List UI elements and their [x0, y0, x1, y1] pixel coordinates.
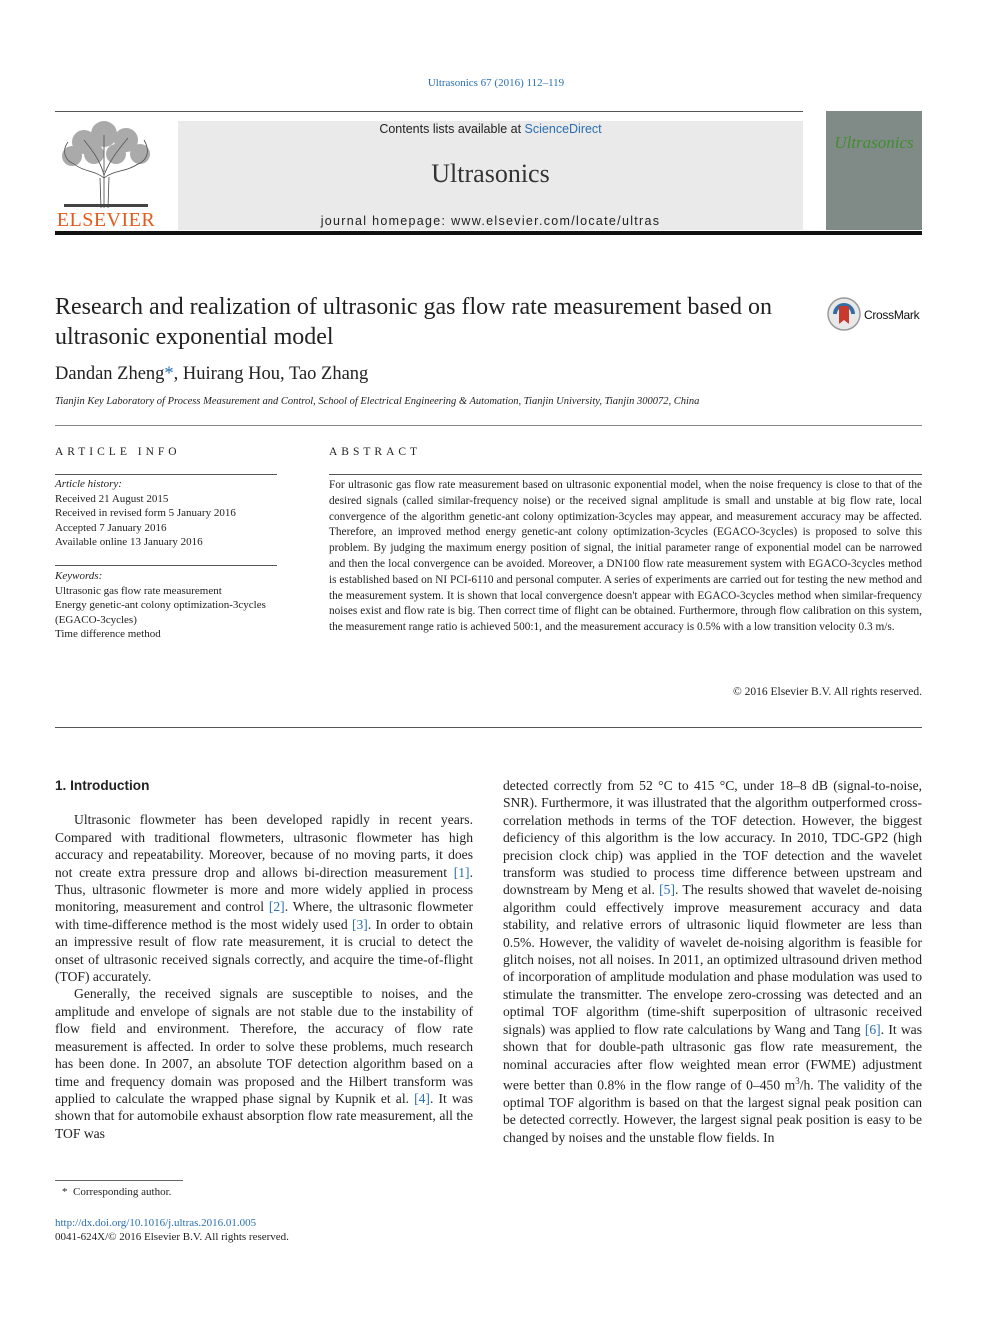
text-run: detected correctly from 52 °C to 415 °C, under 18–8 dB (signal-to-noise, SNR). Furthermore, it was illustrated that the algorithm outperformed cross-correlation methods in terms of the TOF detection. However, the biggest deficiency of this algorithm is the low accuracy. In 2010, TDC-GP2 (high precision clock chip) was applied in the TOF detection and the wavelet transform was studied to process time difference between upstream and downstream by Meng et al. [503, 778, 922, 898]
author-names: , Huirang Hou, Tao Zhang [173, 364, 369, 384]
keyword: Time difference method [55, 628, 161, 641]
history-item: Received in revised form 5 January 2016 [55, 507, 236, 520]
homepage-link[interactable]: www.elsevier.com/locate/ultras [451, 214, 661, 228]
elsevier-wordmark: ELSEVIER [56, 209, 156, 231]
cover-title: Ultrasonics [834, 133, 914, 152]
citation-link[interactable]: [3] [351, 916, 368, 932]
journal-reference[interactable]: Ultrasonics 67 (2016) 112–119 [427, 77, 565, 89]
divider [55, 565, 277, 566]
citation-link[interactable]: [4] [414, 1090, 430, 1106]
text-run: . It was shown that for double-path ultrasonic gas flow rate measurement, the nominal accuracies after flow weighted mean error (FWME) adjustment were better than 0.8% in the flow range of 0–450 m [503, 1021, 923, 1093]
article-title: Research and realization of ultrasonic gas flow rate measurement based on ultrasonic exponential model [55, 294, 773, 350]
text-run: Ultrasonic flowmeter has been developed rapidly in recent years. Compared with traditional flowmeters, ultrasonic flowmeter has high accuracy and repeatability. Moreover, because of no moving parts, it does not create extra pressure drop and allows bi-direction measurement [55, 812, 473, 880]
contents-line [178, 122, 803, 136]
crossmark-label: CrossMark [864, 308, 920, 322]
keyword: Ultrasonic gas flow rate measurement [55, 584, 222, 597]
history-item: Available online 13 January 2016 [55, 536, 203, 549]
superscript: 3 [795, 1075, 800, 1086]
abstract-copyright: © 2016 Elsevier B.V. All rights reserved. [733, 686, 922, 698]
footnote-rule [55, 1180, 183, 1181]
journal-banner [178, 121, 803, 230]
text-run: . Where, the ultrasonic flowmeter with time-difference method is the most widely used [55, 899, 473, 932]
citation-link[interactable]: [5] [659, 882, 675, 898]
divider [55, 474, 277, 475]
journal-homepage [178, 214, 803, 228]
body-column-right [503, 777, 922, 1146]
text-run: . The results showed that wavelet de-noising algorithm could effectively improve measurement accuracy and data stability, and relative errors of ultrasonic liquid flowmeter are less than 0.5%. However, the validity of wavelet de-noising algorithm is feasible for glitch noises, not all noises. In 2011, an optimized ultrasound driven method of incorporation of amplitude modulation and phase modulation was used to stimulate the transmitter. The envelope zero-crossing was detected and an optimal TOF algorithm (time-shift superposition of ultrasonic received signals) was applied to flow rate calculations by Wang and Tang [503, 882, 922, 1037]
text-run: Generally, the received signals are susceptible to noises, and the amplitude and envelope of signals are not stable due to the instability of flow field and environment. Therefore, the accuracy of flow rate measurement is affected. In order to solve these problems, much research has been done. In 2007, an absolute TOF detection algorithm based on a time and frequency domain was proposed and the Hilbert transform was applied to calculate the wrapped phase signal by Kupnik et al. [55, 986, 473, 1106]
footnote [62, 1186, 171, 1198]
author-list [55, 364, 368, 385]
citation-link[interactable]: [6] [864, 1021, 881, 1037]
header-rule [55, 231, 922, 235]
text-run: . In order to obtain an impressive result of flow rate measurement, it is crucial to detect the onset of ultrasonic received signals correctly, and acquire the time-of-flight (TOF) accurately. [55, 916, 473, 985]
article-info-heading: ARTICLE INFO [55, 446, 181, 458]
elsevier-logo [54, 120, 158, 232]
crossmark-icon [826, 296, 862, 332]
history-label: Article history: [55, 478, 122, 490]
sciencedirect-link[interactable]: ScienceDirect [524, 122, 602, 136]
keywords-label: Keywords: [55, 570, 103, 582]
text-run: /h. The validity of the optimal TOF algorithm is based on that the largest signal peak position can be detected correctly. However, the largest signal peak position is easy to be changed by noises and the unstable flow fields. In [503, 1077, 922, 1145]
journal-name: Ultrasonics [431, 159, 550, 188]
keywords [55, 569, 277, 642]
history-item: Received 21 August 2015 [55, 492, 169, 505]
citation-link[interactable]: [2] [268, 899, 285, 915]
contents-prefix: Contents lists available at [379, 122, 525, 136]
footnote-text: Corresponding author. [73, 1186, 172, 1198]
corresponding-author-mark[interactable]: * [164, 364, 174, 384]
text-run: . It was shown that for automobile exhaust absorption flow rate measurement, all the TOF was [55, 1090, 473, 1141]
divider [329, 474, 922, 475]
issn-line: 0041-624X/© 2016 Elsevier B.V. All rights reserved. [55, 1231, 289, 1243]
article-history [55, 477, 236, 550]
homepage-prefix: journal homepage: [320, 214, 452, 228]
crossmark-badge[interactable] [826, 296, 936, 336]
tree-icon [54, 120, 158, 210]
section-heading: 1. Introduction [55, 778, 150, 793]
affiliation: Tianjin Key Laboratory of Process Measurement and Control, School of Electrical Engineering & Automation, Tianjin University, Tianjin 300072, China [55, 396, 700, 407]
doi-link[interactable]: http://dx.doi.org/10.1016/j.ultras.2016.01.005 [55, 1217, 257, 1229]
abstract-heading: ABSTRACT [329, 446, 422, 458]
text-run: . Thus, ultrasonic flowmeter is more and more widely applied in process monitoring, measurement and control [55, 864, 473, 915]
paragraph [55, 811, 473, 985]
top-rule [55, 111, 803, 112]
journal-cover[interactable] [826, 111, 922, 230]
citation-link[interactable]: [1] [453, 864, 470, 880]
author-name: Dandan Zheng [55, 364, 165, 384]
keyword: Energy genetic-ant colony optimization-3cycles (EGACO-3cycles) [55, 599, 266, 626]
footnote-mark: * [62, 1186, 68, 1198]
paragraph [55, 985, 473, 1142]
body-column-left [55, 777, 473, 1142]
abstract-text: For ultrasonic gas flow rate measurement based on ultrasonic exponential model, when the noise frequency is close to that of the desired signals (called similar-frequency noise) or the received signal amplitude is small and unstable at big flow rate, local convergence of the algorithm genetic-ant colony optimization-3cycles may appear, and measurement accuracy may be affected. Therefore, an improved method energy genetic-ant colony optimization-3cycles (EGACO-3cycles) is proposed to solve this problem. By judging the maximum energy position of signal, the initial parameter range of exponential model can be narrowed and then the local convergence can be avoided. Moreover, a DN100 flow rate measurement system with EGACO-3cycles method is established based on NI PCI-6110 and personal computer. A series of experiments are carried out for testing the new method and the measurement system. It is shown that local convergence doesn't appear with EGACO-3cycles method when similar-frequency noises exist and flow rate is big. Then correct time of flight can be obtained. Furthermore, through flow calibration on this system, the measurement range ratio is achieved 500:1, and the measurement accuracy is 0.5% with a low transition velocity 0.3 m/s. [329, 479, 922, 634]
history-item: Accepted 7 January 2016 [55, 521, 167, 534]
paragraph [503, 777, 922, 1146]
divider [55, 425, 922, 426]
divider [55, 727, 922, 728]
